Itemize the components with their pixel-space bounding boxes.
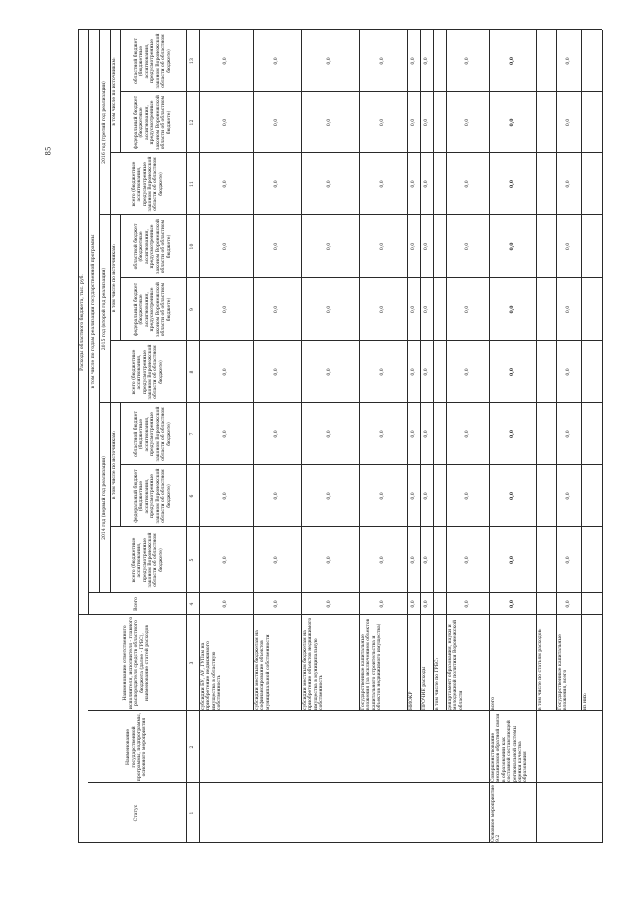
header-regional: областной бюджет (бюджетные ассигнования, предусмотренные законом Воронежской области об областном бюджете) bbox=[134, 219, 172, 274]
header-year: 2015 год (второй год реализации) bbox=[101, 267, 107, 351]
row-program: Совершенствование механизмов обратной связи в образовании как составной составляющей региональной системы оценки качества образования bbox=[491, 713, 529, 782]
row-value bbox=[581, 465, 602, 527]
row-value: 0,0 bbox=[223, 118, 229, 127]
row-item-label: в том числе по статьям расходов: bbox=[538, 628, 543, 710]
table-vline bbox=[120, 465, 602, 466]
row-value: 0,0 bbox=[380, 430, 386, 438]
column-number: 13 bbox=[189, 58, 195, 64]
row-value bbox=[536, 215, 556, 278]
row-value: 0,0 bbox=[565, 305, 571, 314]
header-federal: федеральный бюджет (бюджетные ассигнования, предусмотренные законом Воронежской области об областном бюджете) bbox=[134, 282, 172, 337]
row-value: 0,0 bbox=[509, 492, 515, 500]
row-value: 0,0 bbox=[509, 368, 515, 376]
row-value: 0,0 bbox=[274, 600, 280, 608]
row-value bbox=[536, 278, 556, 341]
row-value: 0,0 bbox=[423, 305, 429, 314]
row-value: 0,0 bbox=[223, 556, 229, 564]
row-value: 0,0 bbox=[223, 57, 229, 65]
row-value bbox=[581, 92, 602, 153]
header-year: 2016 год (третий год реализации) bbox=[101, 81, 107, 164]
row-value bbox=[433, 92, 446, 153]
row-value: 0,0 bbox=[509, 305, 515, 314]
row-value: 0,0 bbox=[464, 430, 470, 438]
row-value: 0,0 bbox=[274, 556, 280, 564]
table-hline bbox=[536, 711, 537, 843]
header-including-sources: в том числе по источникам: bbox=[112, 57, 118, 126]
row-value: 0,0 bbox=[410, 118, 416, 127]
header-status: Статус bbox=[134, 804, 140, 822]
row-value: 0,0 bbox=[464, 368, 470, 376]
row-value: 0,0 bbox=[565, 430, 571, 438]
row-value: 0,0 bbox=[423, 556, 429, 564]
row-value: 0,0 bbox=[423, 57, 429, 65]
header-program-name: Наименование государственной программы, подпрограммы, основного мероприятия bbox=[126, 712, 148, 782]
table-hline bbox=[253, 30, 254, 711]
row-value: 0,0 bbox=[565, 556, 571, 564]
row-value: 0,0 bbox=[380, 368, 386, 376]
table-hline bbox=[433, 30, 434, 711]
row-value: 0,0 bbox=[565, 180, 571, 188]
table-vline bbox=[120, 92, 602, 93]
row-value: 0,0 bbox=[565, 600, 571, 608]
row-value: 0,0 bbox=[223, 430, 229, 438]
table-hline bbox=[556, 30, 557, 711]
column-number: 12 bbox=[189, 119, 195, 126]
rotated-page bbox=[78, 30, 616, 843]
table-vline bbox=[88, 783, 602, 784]
header-federal: федеральный бюджет (бюджетные ассигнования, предусмотренные законом Воронежской области об областном бюджете) bbox=[134, 95, 172, 150]
row-value: 0,0 bbox=[223, 368, 229, 376]
row-item-label: субсидии местным бюджетам на софинансирование объектов муниципальной собственности bbox=[255, 630, 271, 710]
row-value: 0,0 bbox=[410, 492, 416, 500]
row-value: 0,0 bbox=[565, 118, 571, 127]
row-value: 0,0 bbox=[274, 57, 280, 65]
row-value: 0,0 bbox=[410, 57, 416, 65]
table-hline bbox=[359, 30, 360, 711]
table-vline bbox=[99, 593, 602, 594]
row-value: 0,0 bbox=[464, 57, 470, 65]
row-value: 0,0 bbox=[380, 492, 386, 500]
row-value bbox=[581, 153, 602, 215]
row-value bbox=[536, 341, 556, 403]
column-number: 4 bbox=[189, 602, 195, 606]
row-value bbox=[536, 403, 556, 465]
row-value: 0,0 bbox=[223, 305, 229, 314]
row-value: 0,0 bbox=[464, 118, 470, 127]
header-all-sources: всего (бюджетные ассигнования, предусмотренные законом Воронежской области об областном бюджете) bbox=[131, 344, 164, 400]
table-vline bbox=[110, 153, 602, 154]
row-value: 0,0 bbox=[509, 600, 515, 608]
header-including-sources: в том числе по источникам: bbox=[112, 430, 118, 500]
header-including-sources: в том числе по источникам: bbox=[112, 243, 118, 313]
column-number: 3 bbox=[189, 661, 195, 665]
column-number: 2 bbox=[189, 745, 195, 749]
header-total: Всего bbox=[134, 597, 140, 611]
column-number: 9 bbox=[189, 308, 195, 311]
table-hline bbox=[420, 30, 421, 711]
row-value: 0,0 bbox=[410, 556, 416, 564]
row-value: 0,0 bbox=[327, 368, 333, 376]
table-hline bbox=[301, 30, 302, 711]
header-year: 2014 год (первый год реализации) bbox=[101, 456, 107, 540]
row-value bbox=[536, 465, 556, 527]
row-value: 0,0 bbox=[380, 305, 386, 314]
header-all-sources: всего (бюджетные ассигнования, предусмотренные законом Воронежской области об областном бюджете) bbox=[131, 532, 164, 588]
row-value: 0,0 bbox=[423, 242, 429, 251]
row-item-label: всего bbox=[491, 696, 496, 710]
row-value: 0,0 bbox=[380, 242, 386, 251]
table-left-border bbox=[78, 843, 602, 844]
row-value bbox=[581, 341, 602, 403]
header-regional: областной бюджет (бюджетные ассигнования, предусмотренные законом Воронежской области об областном бюджете) bbox=[134, 33, 172, 89]
row-value bbox=[433, 593, 446, 615]
row-value: 0,0 bbox=[380, 180, 386, 188]
table-hline bbox=[99, 30, 100, 593]
row-value: 0,0 bbox=[380, 600, 386, 608]
row-value bbox=[581, 30, 602, 92]
row-value bbox=[536, 92, 556, 153]
table-hline bbox=[110, 30, 111, 593]
row-value: 0,0 bbox=[509, 556, 515, 564]
table-hline bbox=[407, 30, 408, 711]
row-value bbox=[433, 30, 446, 92]
row-value: 0,0 bbox=[274, 242, 280, 251]
row-value bbox=[581, 215, 602, 278]
row-value: 0,0 bbox=[380, 57, 386, 65]
page-number: 85 bbox=[44, 146, 53, 156]
table-hline bbox=[536, 30, 537, 711]
column-number: 7 bbox=[189, 432, 195, 436]
column-number: 1 bbox=[189, 811, 195, 815]
row-value bbox=[433, 341, 446, 403]
row-item-label: в том числе по ГРБС: bbox=[435, 657, 440, 710]
row-item-label: НИОКР bbox=[409, 691, 414, 710]
table-vline bbox=[110, 341, 602, 342]
row-value: 0,0 bbox=[327, 242, 333, 251]
row-value bbox=[433, 527, 446, 593]
row-value: 0,0 bbox=[223, 180, 229, 188]
row-value: 0,0 bbox=[509, 430, 515, 438]
table-right-border bbox=[78, 30, 602, 31]
table-vline bbox=[120, 278, 602, 279]
row-value: 0,0 bbox=[410, 600, 416, 608]
row-value: 0,0 bbox=[410, 430, 416, 438]
column-number: 8 bbox=[189, 370, 195, 374]
row-value bbox=[581, 403, 602, 465]
row-value bbox=[433, 403, 446, 465]
row-value: 0,0 bbox=[410, 242, 416, 251]
row-value: 0,0 bbox=[509, 57, 515, 65]
row-value: 0,0 bbox=[464, 600, 470, 608]
row-value bbox=[536, 153, 556, 215]
row-value: 0,0 bbox=[410, 305, 416, 314]
row-value: 0,0 bbox=[464, 305, 470, 314]
row-value: 0,0 bbox=[327, 305, 333, 314]
row-value bbox=[536, 593, 556, 615]
row-value: 0,0 bbox=[565, 242, 571, 251]
header-all-sources: всего (бюджетные ассигнования, предусмотренные законом Воронежской области об областном бюджете) bbox=[131, 156, 164, 212]
row-value: 0,0 bbox=[464, 556, 470, 564]
header-federal: федеральный бюджет (бюджетные ассигнования, предусмотренные законом Воронежской области об областном бюджете) bbox=[134, 468, 172, 524]
row-value: 0,0 bbox=[274, 368, 280, 376]
row-value bbox=[581, 593, 602, 615]
row-value: 0,0 bbox=[327, 118, 333, 127]
table-hline bbox=[446, 30, 447, 711]
table-hline bbox=[88, 30, 89, 615]
row-value: 0,0 bbox=[565, 368, 571, 376]
row-item-label: департамент образования, науки и молодежной политики Воронежской области bbox=[448, 619, 464, 710]
row-value: 0,0 bbox=[509, 180, 515, 188]
row-value: 0,0 bbox=[464, 180, 470, 188]
row-value bbox=[433, 465, 446, 527]
header-expenses-title: Расходы областного бюджета, тыс. руб. bbox=[80, 274, 86, 371]
column-number: 11 bbox=[189, 181, 195, 187]
row-value: 0,0 bbox=[509, 118, 515, 127]
row-value: 0,0 bbox=[223, 242, 229, 251]
row-value bbox=[433, 153, 446, 215]
table-vline bbox=[78, 615, 602, 616]
table-top-border bbox=[78, 30, 79, 843]
row-status: Основное мероприятие 9.2 bbox=[491, 784, 502, 842]
row-value: 0,0 bbox=[423, 368, 429, 376]
row-value: 0,0 bbox=[223, 600, 229, 608]
row-value: 0,0 bbox=[327, 492, 333, 500]
row-value: 0,0 bbox=[327, 180, 333, 188]
row-value: 0,0 bbox=[223, 492, 229, 500]
row-value: 0,0 bbox=[410, 180, 416, 188]
row-value: 0,0 bbox=[423, 600, 429, 608]
row-value bbox=[581, 527, 602, 593]
row-value: 0,0 bbox=[423, 430, 429, 438]
budget-table bbox=[78, 30, 616, 843]
row-value: 0,0 bbox=[423, 118, 429, 127]
row-value bbox=[433, 278, 446, 341]
header-budget-item: Наименование ответственного исполнителя, исполнителя - главного распорядителя средств областного бюджета (далее - ГРБС), наименование статей расходов bbox=[123, 616, 151, 710]
row-value: 0,0 bbox=[380, 118, 386, 127]
row-value: 0,0 bbox=[509, 242, 515, 251]
row-item-label: Государственные капитальные вложения, всего bbox=[558, 634, 569, 710]
row-item-label: Государственные капитальные вложения (за исключением объектов капитального строительства и объектов недвижимого имущества) bbox=[361, 618, 383, 710]
row-value: 0,0 bbox=[464, 242, 470, 251]
row-item-label: субсидии БУ, АУ, ГУПам на приобретение недвижимого имущества в областную собственность bbox=[201, 641, 223, 710]
table-vline bbox=[99, 403, 602, 404]
row-value: 0,0 bbox=[274, 118, 280, 127]
row-value: 0,0 bbox=[274, 305, 280, 314]
row-value: 0,0 bbox=[565, 492, 571, 500]
row-value: 0,0 bbox=[327, 556, 333, 564]
table-vline bbox=[99, 215, 602, 216]
row-value: 0,0 bbox=[464, 492, 470, 500]
row-item-label: ПРОЧИЕ расходы bbox=[422, 666, 427, 710]
row-item-label: субсидии местным бюджетам на приобретение объектов недвижимого имущества в муниципальную собственность bbox=[303, 617, 325, 710]
header-regional: областной бюджет (бюджетные ассигнования, предусмотренные законом Воронежской области об областном бюджете) bbox=[134, 406, 172, 462]
row-value: 0,0 bbox=[423, 492, 429, 500]
row-value: 0,0 bbox=[327, 57, 333, 65]
table-vline bbox=[110, 527, 602, 528]
row-item-label: из них: bbox=[583, 692, 588, 710]
row-value: 0,0 bbox=[274, 492, 280, 500]
row-value bbox=[433, 215, 446, 278]
row-value bbox=[536, 527, 556, 593]
row-value: 0,0 bbox=[423, 180, 429, 188]
column-number: 10 bbox=[189, 243, 195, 250]
row-value: 0,0 bbox=[327, 430, 333, 438]
row-value: 0,0 bbox=[274, 430, 280, 438]
row-value: 0,0 bbox=[410, 368, 416, 376]
column-number: 5 bbox=[189, 558, 195, 562]
row-value: 0,0 bbox=[274, 180, 280, 188]
column-number: 6 bbox=[189, 494, 195, 498]
row-value bbox=[581, 278, 602, 341]
header-by-years: в том числе по годам реализации государственной программы bbox=[90, 234, 96, 389]
row-value bbox=[536, 30, 556, 92]
table-hline bbox=[581, 30, 582, 711]
row-value: 0,0 bbox=[380, 556, 386, 564]
table-vline bbox=[88, 711, 602, 712]
row-value: 0,0 bbox=[327, 600, 333, 608]
row-value: 0,0 bbox=[565, 57, 571, 65]
